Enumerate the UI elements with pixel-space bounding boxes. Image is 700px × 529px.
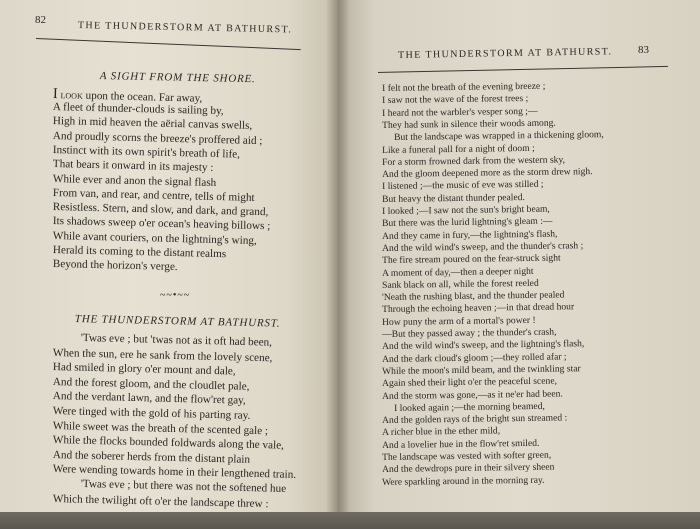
poem-line: And they came in fury,—the lightning's flash, [382,228,558,242]
poem-line: Instinct with its own spirit's breath of life, [52,143,241,161]
section-title-sight-from-shore: A SIGHT FROM THE SHORE. [99,70,256,86]
poem-line: But there was the lurid lightning's gleam :— [382,215,553,230]
left-running-head: THE THUNDERSTORM AT BATHURST. [77,20,293,36]
poem-line: The landscape was vested with softer green, [382,449,552,463]
poem-line: For a storm frowned dark from the western sky, [382,154,566,168]
poem-line: Through the echoing heaven ;—in that dread hour [382,301,575,316]
poem-line: I saw not the wave of the forest trees ; [382,93,529,107]
left-header-rule [36,38,301,50]
poem-line: That bears it onward in its majesty : [52,158,214,175]
poem-line: From van, and rear, and centre, tells of might [52,186,255,204]
poem-line: Resistless. Stern, and slow, and dark, and grand, [52,201,269,219]
poem-line: I listened ;—the music of eve was stilled ; [382,179,544,193]
section-ornament: ~~•~~ [160,290,191,301]
book-gutter [326,0,350,529]
left-page-number: 82 [35,14,46,26]
poem-line: Were wending towards home in their lengthened train. [52,463,297,482]
section-title-thunderstorm: THE THUNDERSTORM AT BATHURST. [74,313,281,330]
drop-cap: I [52,86,58,103]
poem-line: A moment of day,—then a deeper night [382,265,534,279]
poem-line: I looked again ;—the morning beamed, [394,400,545,414]
left-page [0,0,338,529]
first-line-rest: upon the ocean. Far away, [82,89,203,105]
poem-line: While the moon's mild beam, and the twinkling star [382,363,581,377]
poem-line: I heard not the warbler's vesper song ;— [382,105,538,119]
poem-line: And the golden rays of the bright sun streamed : [382,412,568,427]
poem-line: And a lovelier hue in the flow'ret smiled. [382,437,540,451]
poem-line: And the soberer herds from the distant plain [52,448,251,466]
poem-line: I felt not the breath of the evening breeze ; [382,80,546,94]
poem-line: Had smiled in glory o'er mount and dale, [52,361,236,378]
poem-line: A richer blue in the ether mild, [382,425,501,439]
poem-line: While the flocks bounded foldwards along the vale, [52,434,285,452]
poem-line: How puny the arm of a mortal's power ! [382,314,536,328]
poem-line: Again shed their light o'er the peaceful scene, [382,375,558,390]
poem-line: The fire stream poured on the fear-struck sight [382,252,561,267]
poem-line: 'Neath the rushing blast, and the thunder pealed [382,289,565,304]
poem-line: Which the twilight oft o'er the landscape threw : [52,492,269,510]
poem-line: And the forest gloom, and the cloudlet pale, [52,375,250,393]
poem-line: But the landscape was wrapped in a thickening gloom, [394,129,604,144]
poem-line: And the dark cloud's gloom ;—they rolled afar ; [382,351,567,365]
right-page [338,0,700,529]
poem-line: Like a funeral pall for a night of doom ; [382,142,535,156]
right-running-head: THE THUNDERSTORM AT BATHURST. [398,46,613,61]
poem-line: And the wild wind's sweep, and the thunder's crash ; [382,240,584,254]
poem-line: And the verdant lawn, and the flow'ret gay, [52,390,246,408]
poem-line: Beyond the horizon's verge. [52,258,178,274]
poem-line: Its shadows sweep o'er ocean's heaving billows ; [52,215,271,233]
poem-line: I looked ;—I saw not the sun's bright beam, [382,203,550,217]
poem-line: And the storm was gone,—as it ne'er had been. [382,387,563,402]
poem-line: Were tinged with the gold of his parting ray. [52,405,251,422]
poem-line: —But they passed away ; the thunder's crash, [382,326,557,340]
poem-line: 'Twas eve ; but there was not the softened hue [80,478,287,496]
poem-line: And the dewdrops pure in their silvery sheen [382,461,555,476]
poem-line: High in mid heaven the aërial canvas swells, [52,115,253,133]
poem-line: Were sparkling around in the morning ray. [382,474,545,488]
poem-line: 'Twas eve ; but 'twas not as it oft had been, [80,332,273,349]
poem-line: When the sun, ere he sank from the lovely scene, [52,346,273,364]
right-header-rule [378,66,668,73]
poem-line: Sank black on all, while the forest reeled [382,277,539,291]
poem-line: Herald its coming to the distant realms [52,244,227,261]
poem-line: While sweet was the breath of the scented gale ; [52,419,269,437]
poem-line: And the gloom deepened more as the storm drew nigh. [382,166,593,181]
first-word-rest: look [57,89,83,102]
poem-line: While avant couriers, on the lightning's wing, [52,229,257,247]
poem-line: And proudly scorns the breeze's proffered aid ; [52,129,263,147]
poem-line: They had sunk in silence their woods among. [382,117,556,131]
poem-line: While ever and anon the signal flash [52,172,217,189]
poem-line: But heavy the distant thunder pealed. [382,191,525,205]
table-surface [0,512,700,529]
poem-line: And the wild wind's sweep, and the lightning's flash, [382,338,585,353]
poem-line: A fleet of thunder-clouds is sailing by, [52,101,224,118]
right-page-number: 83 [638,44,649,56]
